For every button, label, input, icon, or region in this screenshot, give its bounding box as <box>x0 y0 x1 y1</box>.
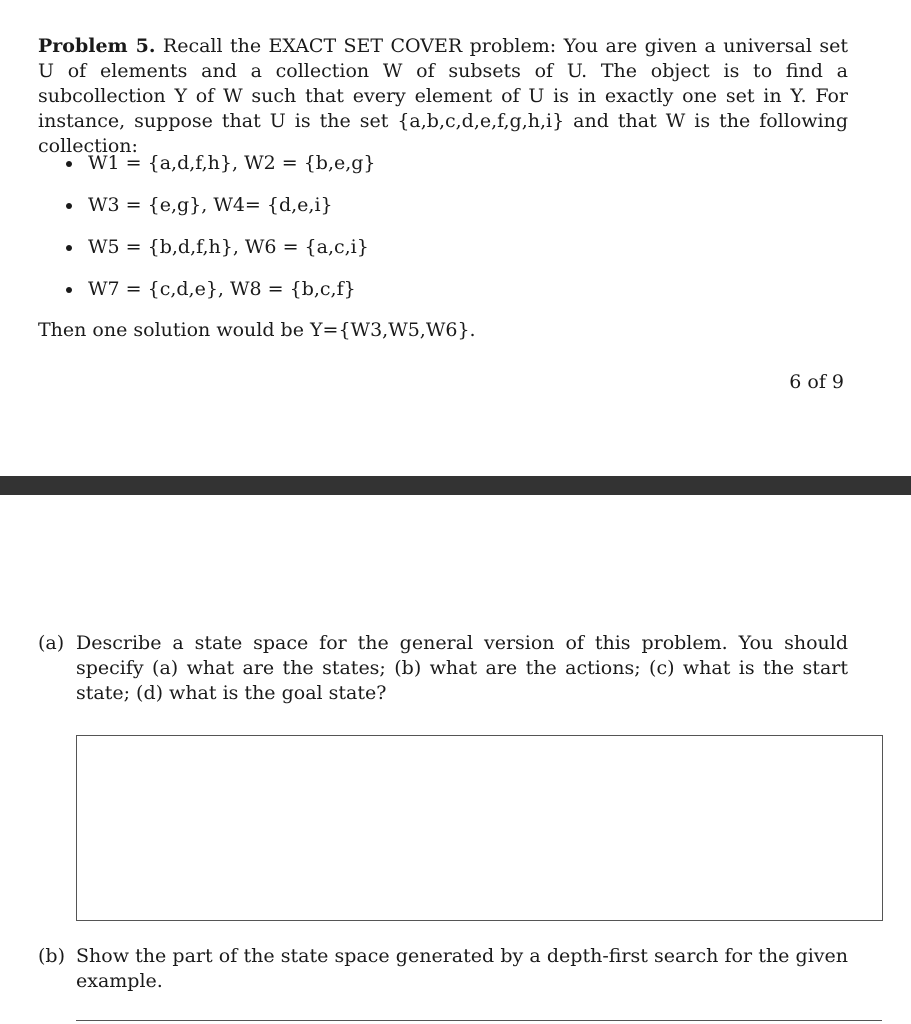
page-divider <box>0 476 911 495</box>
bullet-icon <box>66 245 72 251</box>
subset-text: W7 = {c,d,e}, W8 = {b,c,f} <box>88 278 356 300</box>
subset-list-item <box>60 192 376 219</box>
subset-text: W1 = {a,d,f,h}, W2 = {b,e,g} <box>88 152 376 174</box>
page-upper-section <box>0 0 911 476</box>
subset-text: W5 = {b,d,f,h}, W6 = {a,c,i} <box>88 236 369 258</box>
part-b-answer-box-edge[interactable] <box>76 1020 882 1021</box>
problem-body: Recall the EXACT SET COVER problem: You are given a universal set U of elements and a collection W of subsets of U. The object is to find a subcollection Y of W such that every element of U is in exactly one set in Y. For instance, suppose that U is the set {a,b,c,d,e,f,g,h,i} and that W is the following collection: <box>38 35 848 157</box>
page-number: 6 of 9 <box>789 371 844 393</box>
subset-list-item <box>60 150 376 177</box>
bullet-icon <box>66 161 72 167</box>
problem-statement <box>38 34 848 159</box>
part-b-label: (b) <box>38 945 65 967</box>
subset-list-item <box>60 276 376 303</box>
subset-text: W3 = {e,g}, W4= {d,e,i} <box>88 194 333 216</box>
problem-label: Problem 5. <box>38 35 156 57</box>
part-a-label: (a) <box>38 632 65 654</box>
part-a-text: Describe a state space for the general version of this problem. You should specify (a) what are the states; (b) what are the actions; (c) what is the start state; (d) what is the goal state? <box>76 632 848 704</box>
part-b-text: Show the part of the state space generated by a depth-first search for the given example. <box>76 945 848 992</box>
solution-statement: Then one solution would be Y={W3,W5,W6}. <box>38 319 476 341</box>
part-b-question <box>38 944 848 994</box>
subset-list-item <box>60 234 376 261</box>
part-a-answer-box[interactable] <box>76 735 883 921</box>
bullet-icon <box>66 203 72 209</box>
subset-list <box>60 150 376 318</box>
bullet-icon <box>66 287 72 293</box>
part-a-question <box>38 631 848 706</box>
